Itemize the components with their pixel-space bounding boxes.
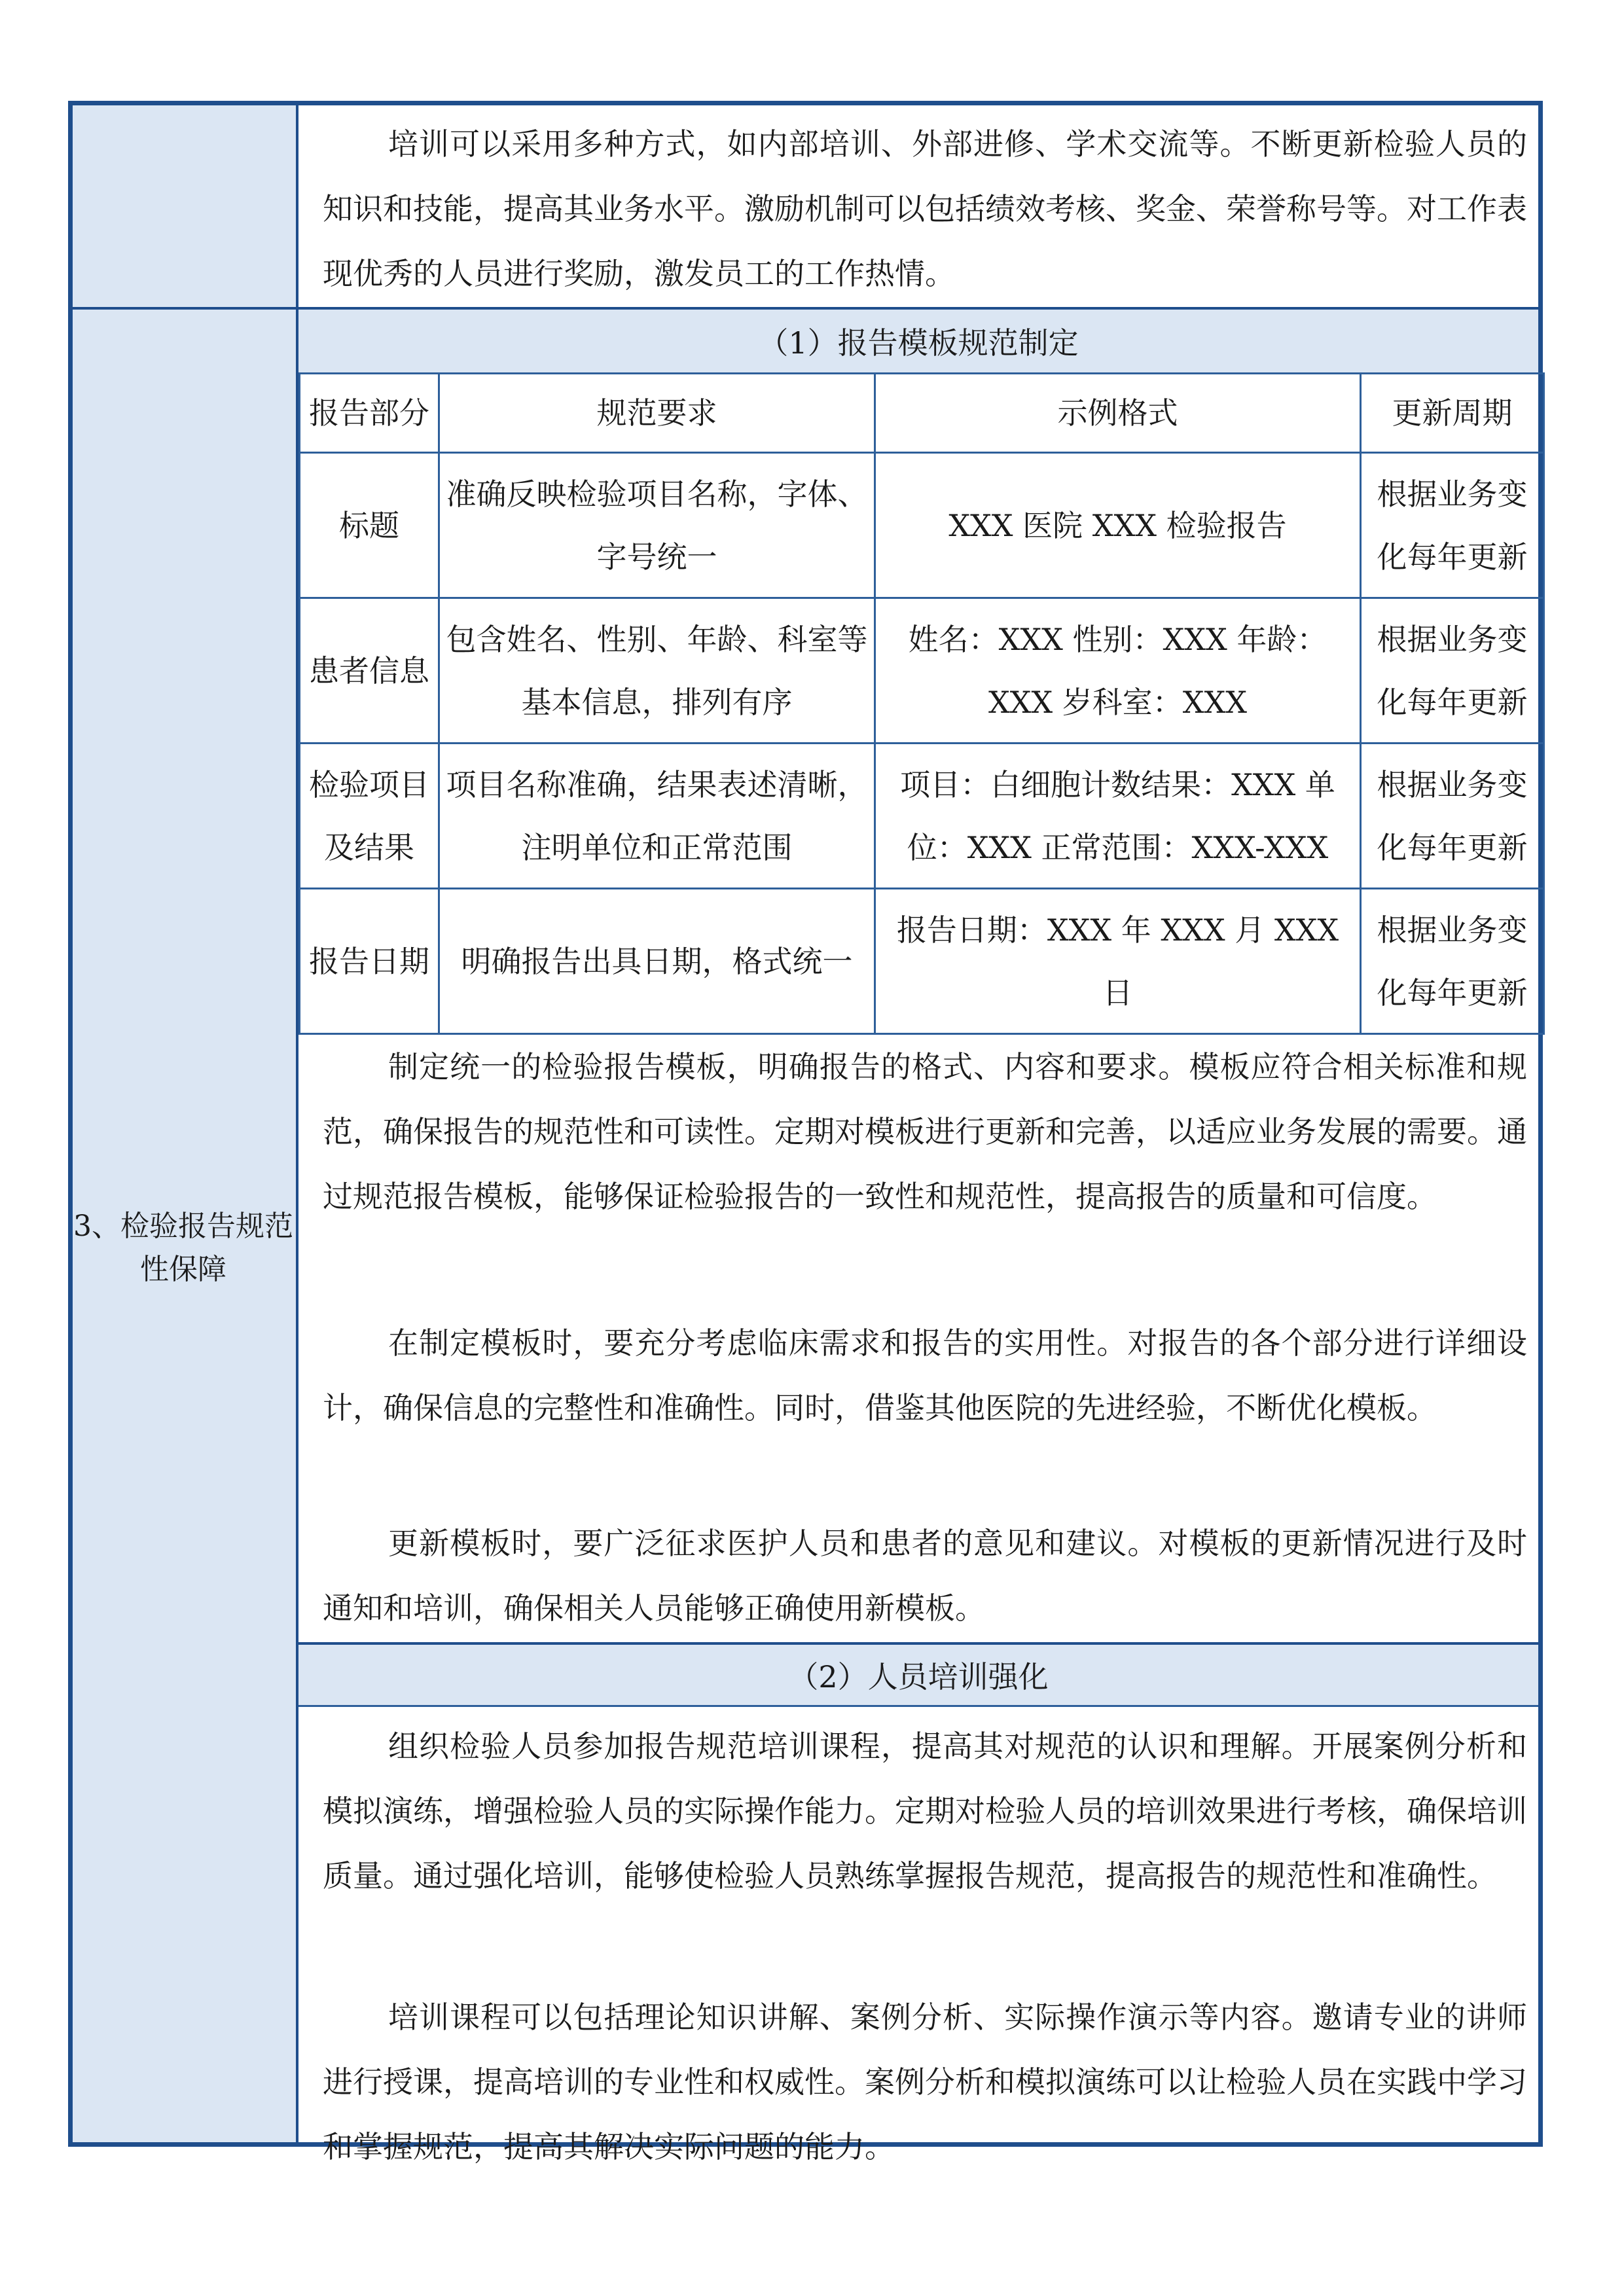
- table-cell: 根据业务变化每年更新: [1361, 744, 1544, 889]
- report-template-table: [298, 372, 1545, 1035]
- subsection-title-training: （2）人员培训强化: [298, 1645, 1538, 1705]
- table-header-row: [300, 374, 1544, 453]
- body-paragraph: 组织检验人员参加报告规范培训课程，提高其对规范的认识和理解。开展案例分析和模拟演练，增强检验人员的实际操作能力。定期对检验人员的培训效果进行考核，确保培训质量。通过强化培训，能够使检验人员熟练掌握报告规范，提高报告的规范性和准确性。: [323, 1729, 1527, 1893]
- body-paragraph: 制定统一的检验报告模板，明确报告的格式、内容和要求。模板应符合相关标准和规范，确保报告的规范性和可读性。定期对模板进行更新和完善，以适应业务发展的需要。通过规范报告模板，能够保证检验报告的一致性和规范性，提高报告的质量和可信度。: [323, 1049, 1527, 1214]
- document-frame: [68, 101, 1543, 2164]
- table-cell: 项目：白细胞计数结果：XXX 单位：XXX 正常范围：XXX-XXX: [875, 744, 1361, 889]
- subsection-divider: [298, 1705, 1538, 1707]
- left-label-column: [73, 105, 298, 2142]
- table-cell: 患者信息: [300, 598, 439, 744]
- table-row: [300, 744, 1544, 889]
- body-paragraph: 培训课程可以包括理论知识讲解、案例分析、实际操作演示等内容。邀请专业的讲师进行授课，提高培训的专业性和权威性。案例分析和模拟演练可以让检验人员在实践中学习和掌握规范，提高其解决实际问题的能力。: [323, 2000, 1527, 2164]
- table-cell: 报告日期: [300, 889, 439, 1034]
- table-cell: 根据业务变化每年更新: [1361, 598, 1544, 744]
- table-row: [300, 453, 1544, 598]
- table-cell: 报告日期：XXX 年 XXX 月 XXX 日: [875, 889, 1361, 1034]
- table-cell: 包含姓名、性别、年龄、科室等基本信息，排列有序: [439, 598, 875, 744]
- subsection-title-template: （1）报告模板规范制定: [298, 310, 1538, 372]
- top-paragraph: 培训可以采用多种方式，如内部培训、外部进修、学术交流等。不断更新检验人员的知识和技能，提高其业务水平。激励机制可以包括绩效考核、奖金、荣誉称号等。对工作表现优秀的人员进行奖励，激发员工的工作热情。: [323, 126, 1527, 291]
- table-cell: XXX 医院 XXX 检验报告: [875, 453, 1361, 598]
- body-paragraph: 更新模板时，要广泛征求医护人员和患者的意见和建议。对模板的更新情况进行及时通知和培训，确保相关人员能够正确使用新模板。: [323, 1526, 1527, 1626]
- table-cell: 准确反映检验项目名称，字体、字号统一: [439, 453, 875, 598]
- table-cell: 检验项目及结果: [300, 744, 439, 889]
- section-label: 3、检验报告规范性保障: [73, 1210, 293, 1286]
- table-cell: 明确报告出具日期，格式统一: [439, 889, 875, 1034]
- table-cell: 根据业务变化每年更新: [1361, 889, 1544, 1034]
- table-row: [300, 598, 1544, 744]
- table-cell: 姓名：XXX 性别：XXX 年龄：XXX 岁科室：XXX: [875, 598, 1361, 744]
- table-cell: 根据业务变化每年更新: [1361, 453, 1544, 598]
- table-cell: 项目名称准确，结果表述清晰，注明单位和正常范围: [439, 744, 875, 889]
- table-header-cell: 更新周期: [1361, 374, 1544, 453]
- table-row: [300, 889, 1544, 1034]
- table-cell: 标题: [300, 453, 439, 598]
- table-header-cell: 规范要求: [439, 374, 875, 453]
- table-header-cell: 报告部分: [300, 374, 439, 453]
- body-paragraph: 在制定模板时，要充分考虑临床需求和报告的实用性。对报告的各个部分进行详细设计，确保信息的完整性和准确性。同时，借鉴其他医院的先进经验，不断优化模板。: [323, 1325, 1527, 1426]
- table-header-cell: 示例格式: [875, 374, 1361, 453]
